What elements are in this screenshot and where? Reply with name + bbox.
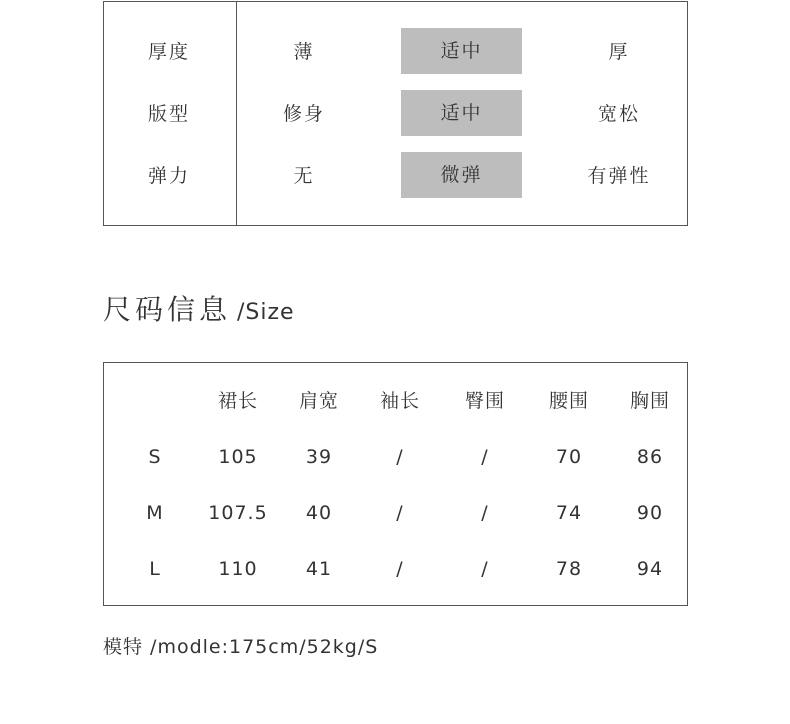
property-label-thickness: 厚度: [147, 41, 190, 63]
cell-value: 86: [636, 446, 664, 468]
header-dress-length: 裙长: [217, 390, 258, 412]
header-shoulder-width: 肩宽: [298, 390, 339, 412]
cell-value: /: [481, 502, 489, 524]
header-waist: 腰围: [548, 390, 589, 412]
option-slight-stretch-selected: 微弹: [401, 152, 522, 198]
cell-value: /: [481, 558, 489, 580]
option-stretchy: 有弹性: [587, 165, 651, 187]
option-slim: 修身: [282, 103, 325, 125]
option-thin: 薄: [293, 41, 315, 63]
table-divider: [236, 2, 237, 225]
property-label-elasticity: 弹力: [147, 165, 190, 187]
model-info-note: 模特 /modle:175cm/52kg/S: [103, 636, 379, 658]
option-medium-selected: 适中: [401, 28, 522, 74]
header-bust: 胸围: [629, 390, 670, 412]
row-size-l: L: [149, 558, 161, 580]
size-title-zh: 尺码信息: [103, 293, 232, 326]
cell-value: 78: [555, 558, 583, 580]
cell-value: 105: [218, 446, 258, 468]
cell-value: 41: [305, 558, 333, 580]
cell-value: 90: [636, 502, 664, 524]
cell-value: /: [396, 502, 404, 524]
fabric-properties-table: [103, 1, 688, 226]
cell-value: 107.5: [208, 502, 268, 524]
cell-value: /: [396, 558, 404, 580]
cell-value: 74: [555, 502, 583, 524]
option-regular-selected: 适中: [401, 90, 522, 136]
option-none: 无: [293, 165, 315, 187]
option-thick: 厚: [608, 41, 630, 63]
size-section-title: [103, 288, 295, 328]
row-size-s: S: [148, 446, 162, 468]
cell-value: 94: [636, 558, 664, 580]
option-loose: 宽松: [597, 103, 640, 125]
cell-value: 70: [555, 446, 583, 468]
cell-value: 40: [305, 502, 333, 524]
cell-value: 39: [305, 446, 333, 468]
property-label-fit: 版型: [147, 103, 190, 125]
header-hip: 臀围: [464, 390, 505, 412]
size-table: [103, 362, 688, 606]
row-size-m: M: [146, 502, 164, 524]
size-title-en: /Size: [237, 300, 295, 325]
cell-value: 110: [218, 558, 258, 580]
cell-value: /: [396, 446, 404, 468]
cell-value: /: [481, 446, 489, 468]
header-sleeve-length: 袖长: [379, 390, 420, 412]
